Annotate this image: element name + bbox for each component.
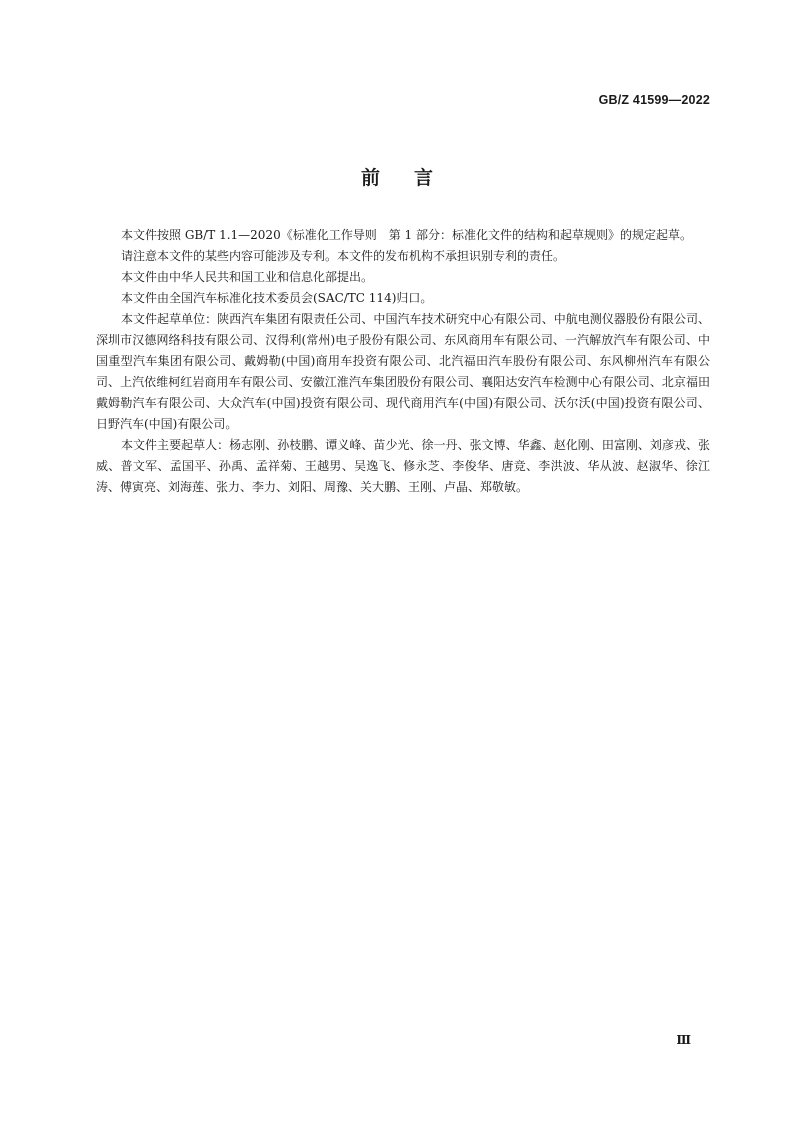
paragraph-patent-notice: 请注意本文件的某些内容可能涉及专利。本文件的发布机构不承担识别专利的责任。 [121, 249, 566, 263]
paragraph-administrator: 本文件由全国汽车标准化技术委员会(SAC/TC 114)归口。 [121, 291, 433, 305]
standard-number: GB/Z 41599—2022 [598, 93, 710, 107]
paragraph-drafters: 本文件主要起草人：杨志刚、孙枝鹏、谭义峰、苗少光、徐一丹、张文博、华鑫、赵化刚、田富刚、刘彦戎、张威、普文军、孟国平、孙禹、孟祥菊、王越男、吴逸飞、修永芝、李俊华、唐竞、李洪波、华从波、赵淑华、徐江涛、傅寅亮、刘海莲、张力、李力、刘阳、周豫、关大鹏、王刚、卢晶、郑敬敏。 [96, 438, 710, 494]
paragraph-drafting-rules: 本文件按照 GB/T 1.1—2020《标准化工作导则 第 1 部分：标准化文件的结构和起草规则》的规定起草。 [121, 228, 692, 242]
paragraph-proposer: 本文件由中华人民共和国工业和信息化部提出。 [121, 270, 374, 284]
page-number: Ⅲ [676, 1033, 691, 1047]
paragraph-drafting-units: 本文件起草单位：陕西汽车集团有限责任公司、中国汽车技术研究中心有限公司、中航电测仪器股份有限公司、深圳市汉德网络科技有限公司、汉得利(常州)电子股份有限公司、东风商用车有限公司、一汽解放汽车有限公司、中国重型汽车集团有限公司、戴姆勒(中国)商用车投资有限公司、北汽福田汽车股份有限公司、东风柳州汽车有限公司、上汽依维柯红岩商用车有限公司、安徽江淮汽车集团股份有限公司、襄阳达安汽车检测中心有限公司、北京福田戴姆勒汽车有限公司、大众汽车(中国)投资有限公司、现代商用汽车(中国)有限公司、沃尔沃(中国)投资有限公司、日野汽车(中国)有限公司。 [96, 312, 710, 431]
foreword-body [96, 225, 710, 498]
page-title: 前言 [360, 167, 467, 189]
